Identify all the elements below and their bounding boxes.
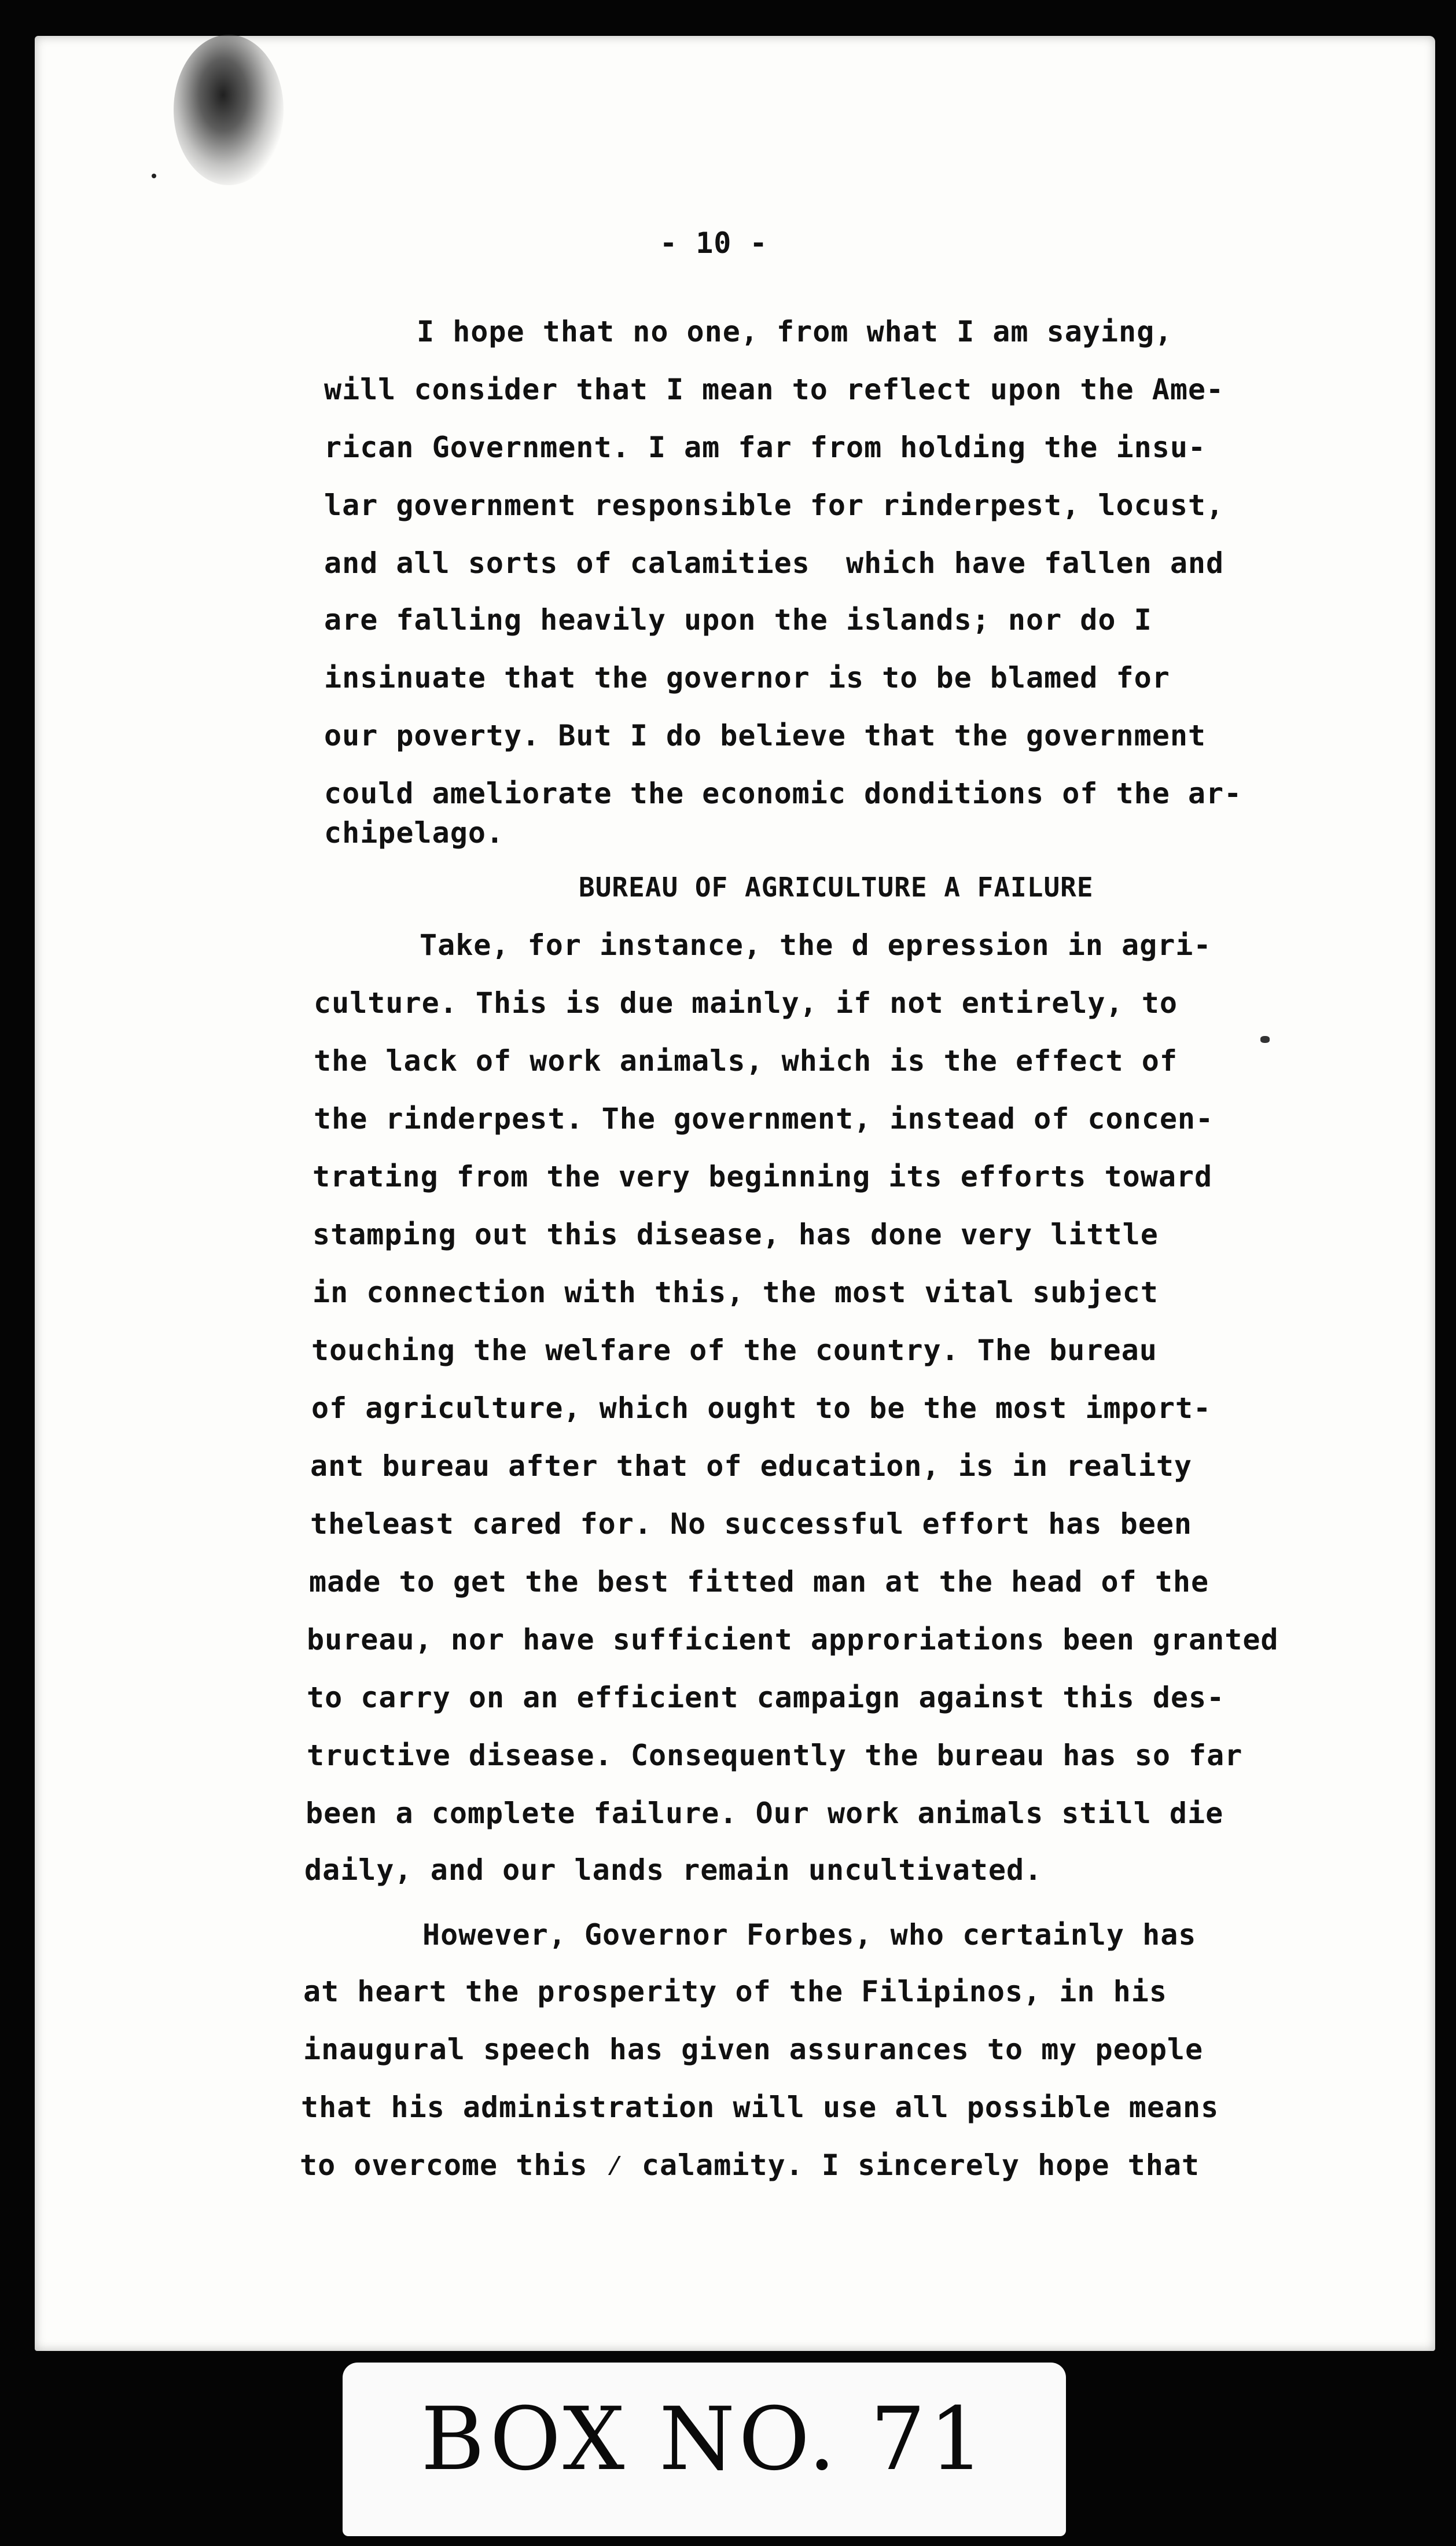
- paragraph-3-line: at heart the prosperity of the Filipinos, in his: [303, 1975, 1167, 2008]
- paragraph-2-line: of agriculture, which ought to be the most import-: [311, 1391, 1212, 1425]
- paragraph-2-line: theleast cared for. No successful effort has been: [310, 1507, 1193, 1541]
- paragraph-1-line: I hope that no one, from what I am saying,: [417, 315, 1173, 348]
- paragraph-1-line: insinuate that the governor is to be blamed for: [324, 661, 1170, 695]
- paragraph-2-line: culture. This is due mainly, if not entirely, to: [314, 986, 1178, 1020]
- paragraph-1-line: and all sorts of calamities which have fallen and: [324, 546, 1225, 580]
- paragraph-2-line: Take, for instance, the d epression in agri-: [420, 928, 1212, 962]
- paragraph-1-line: our poverty. But I do believe that the government: [324, 719, 1207, 752]
- paragraph-2-line: the lack of work animals, which is the effect of: [314, 1044, 1178, 1078]
- paragraph-3-line: inaugural speech has given assurances to my people: [303, 2033, 1204, 2066]
- paragraph-3-line: to overcome this ⁄ calamity. I sincerely hope that: [300, 2148, 1200, 2182]
- paragraph-1-line: could ameliorate the economic donditions of the ar-: [324, 777, 1242, 810]
- paragraph-2-line: stamping out this disease, has done very little: [312, 1218, 1159, 1251]
- paragraph-2-line: ant bureau after that of education, is in reality: [310, 1449, 1193, 1483]
- paragraph-2-line: touching the welfare of the country. The bureau: [311, 1333, 1157, 1367]
- paragraph-2-line: daily, and our lands remain uncultivated.: [304, 1853, 1043, 1887]
- paragraph-2-line: trating from the very beginning its efforts toward: [312, 1160, 1213, 1193]
- paragraph-2-line: the rinderpest. The government, instead of concen-: [314, 1102, 1214, 1136]
- paragraph-1-line: lar government responsible for rinderpest, locust,: [324, 488, 1225, 522]
- page-number: - 10 -: [660, 226, 768, 260]
- paragraph-1-line: will consider that I mean to reflect upon the Ame-: [324, 373, 1225, 406]
- paragraph-2-line: to carry on an efficient campaign against this des-: [307, 1681, 1225, 1714]
- archive-box-label: [343, 2363, 1066, 2536]
- paragraph-2-line: made to get the best fitted man at the head of the: [309, 1565, 1209, 1599]
- paragraph-1-line: chipelago.: [324, 816, 505, 850]
- paragraph-2-line: bureau, nor have sufficient approriations been granted: [307, 1623, 1279, 1656]
- paragraph-1-line: rican Government. I am far from holding the insu-: [324, 431, 1207, 464]
- ink-smudge: [174, 35, 284, 185]
- paragraph-3-line: that his administration will use all possible means: [301, 2091, 1219, 2124]
- paragraph-2-line: been a complete failure. Our work animals still die: [306, 1796, 1224, 1830]
- section-heading: BUREAU OF AGRICULTURE A FAILURE: [579, 872, 1094, 903]
- ink-speck: [152, 174, 156, 178]
- paragraph-2-line: tructive disease. Consequently the bureau has so far: [307, 1739, 1243, 1772]
- paragraph-1-line: are falling heavily upon the islands; nor do I: [324, 603, 1152, 637]
- ink-speck: [1260, 1036, 1270, 1043]
- paragraph-2-line: in connection with this, the most vital subject: [312, 1276, 1159, 1309]
- paragraph-3-line: However, Governor Forbes, who certainly has: [422, 1918, 1197, 1952]
- archive-box-number: BOX NO. 71: [421, 2389, 988, 2490]
